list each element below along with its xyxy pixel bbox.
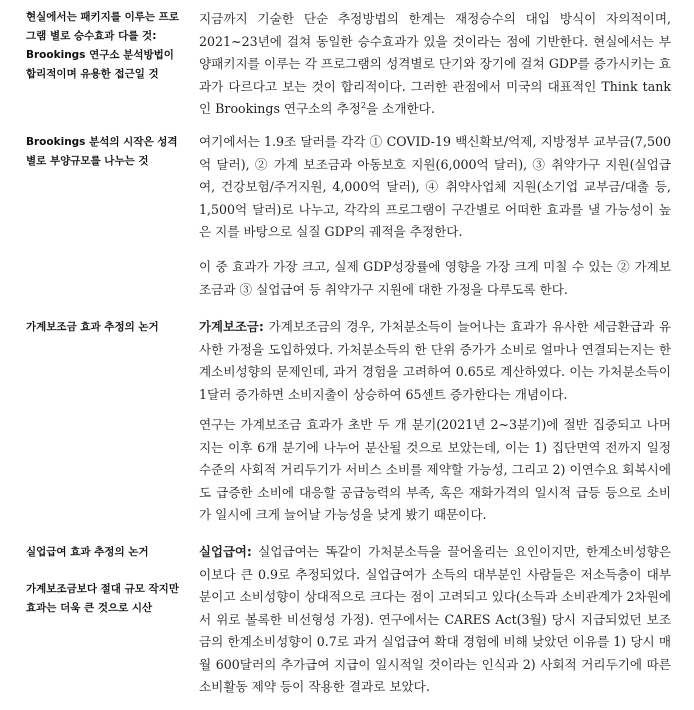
paragraph [199,316,671,406]
paragraph: 연구는 가계보조금 효과가 초반 두 개 분기(2021년 2~3분기)에 절반 집중되고 나머지는 이후 6개 분기에 나누어 분산될 것으로 보았는데, 이는 1) 집단면역 전까지 일정 수준의 사회적 거리두기가 서비스 소비를 제약할 가능성, 그리고 2) 이연수요 회복시에도 급증한 소비에 대응할 공급능력의 부족, 혹은 재화가격의 일시적 급등 등으로 소비가 일시에 크게 늘어날 가능성을 낮게 봤기 때문이다. [199,417,671,522]
paragraph: 여기에서는 1.9조 달러를 각각 ① COVID-19 백신확보/억제, 지방정부 교부금(7,500억 달러), ② 가계 보조금과 아동보호 지원(6,000억 달러), ③ 취약가구 지원(실업급여, 건강보험/주거지원, 4,000억 달러), ④ 취약사업체 지원(소기업 교부금/대출 등, 1,500억 달러)로 나누고, 각각의 프로그램이 구간별로 어떠한 효과를 낼 가능성이 높은 지를 바탕으로 실질 GDP의 궤적을 추정한다. [199,134,671,239]
paragraph-lead: 실업급여: [199,544,252,559]
sidebar-note-text: Brookings 분석의 시작은 성격별로 부양규모를 나누는 것 [26,136,178,167]
paragraph-text-tail: 을 소개한다. [366,101,435,116]
paragraph [199,541,671,699]
sidebar-note-text: 현실에서는 패키지를 이루는 프로그램 별로 승수효과 다를 것: Brookings 연구소 분석방법이 합리적이며 유용한 접근일 것 [26,11,179,80]
body-text [199,541,671,699]
paragraph-text: 실업급여는 똑같이 가처분소득을 끌어올리는 요인이지만, 한계소비성향은 이보다 큰 0.9로 추정되었다. 실업급여가 소득의 대부분인 사람들은 저소득층이 대부분이고 소비성향이 상대적으로 크다는 점이 고려되고 있다(소득과 소비관계가 2차원에서 위로 볼록한 비선형성 가정). 연구에서는 CARES Act(3월) 당시 지급되었던 보조금의 한계소비성향이 0.7로 과거 실업급여 확대 경험에 비해 낮았던 이유를 1) 당시 매월 600달러의 추가급여 지급이 일시적일 것이라는 인식과 2) 사회적 거리두기에 따른 소비활동 제약 등이 작용한 결과로 보았다. [199,544,671,694]
sidebar-note-text: 가계보조금보다 절대 규모 작지만 효과는 더욱 큰 것으로 시산 [26,583,179,614]
sidebar-note [26,318,186,337]
sidebar-note [26,133,186,171]
footnote-marker: 2 [360,100,366,110]
paragraph-text: 지금까지 기술한 단순 추정방법의 한계는 재정승수의 대입 방식이 자의적이며, 2021~23년에 걸쳐 동일한 승수효과가 있을 것이라는 점에 기반한다. 현실에서는 부양패키지를 이루는 각 프로그램의 성격별로 단기와 장기에 걸쳐 GDP를 증가시키는 효과가 다르다고 보는 것이 합리적이다. 그러한 관점에서 미국의 대표적인 Think tank인 Brookings 연구소의 추정 [199,11,671,116]
paragraph-text: 가계보조금의 경우, 가처분소득이 늘어나는 효과가 유사한 세금환급과 유사한 가정을 도입하였다. 가처분소득의 한 단위 증가가 소비로 얼마나 연결되는지는 한계소비성향의 문제인데, 과거 경험을 고려하여 0.65로 계산하였다. 이는 가처분소득이 1달러 증가하면 소비지출이 상승하여 65센트 증가한다는 개념이다. [199,319,671,402]
paragraph [199,8,671,121]
body-text [199,8,671,121]
body-text [199,256,671,301]
sidebar-note [26,580,186,618]
body-text [199,414,671,527]
sidebar-note [26,8,186,84]
body-text [199,316,671,406]
sidebar-note-text: 실업급여 효과 추정의 논거 [26,546,149,558]
sidebar-note-text: 가계보조금 효과 추정의 논거 [26,321,159,333]
paragraph-lead: 가계보조금: [199,319,264,334]
paragraph: 이 중 효과가 가장 크고, 실제 GDP성장률에 영향을 가장 크게 미칠 수 있는 ② 가계보조금과 ③ 실업급여 등 취약가구 지원에 대한 가정을 다루도록 한다. [199,259,671,297]
sidebar-note [26,543,186,562]
body-text [199,131,671,244]
